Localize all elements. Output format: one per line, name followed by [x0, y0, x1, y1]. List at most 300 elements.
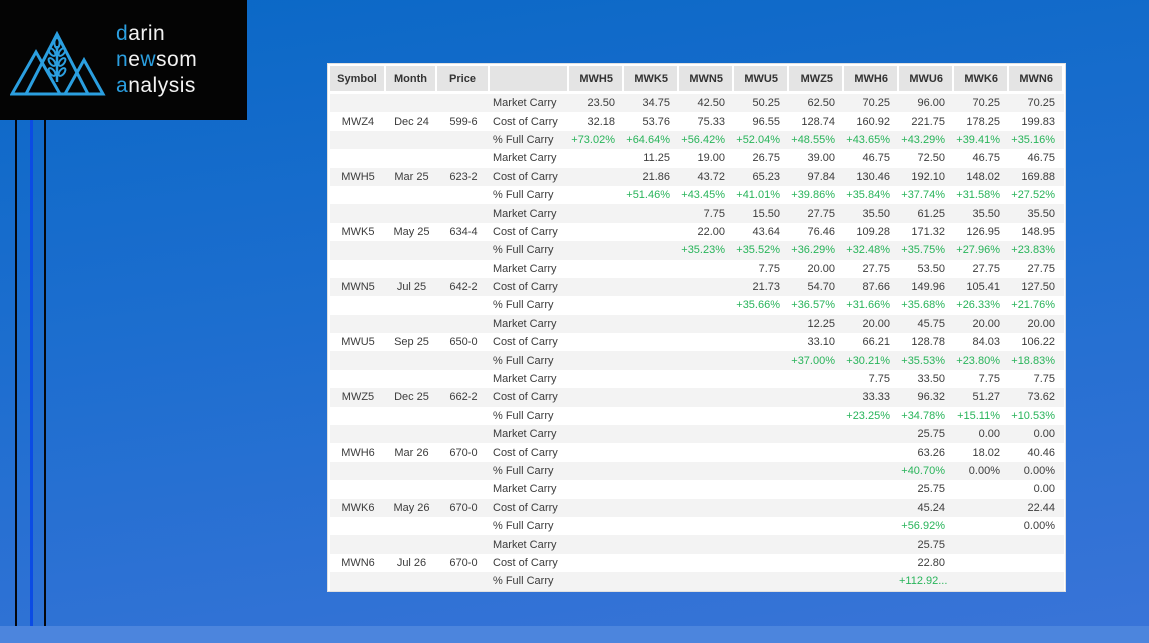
- month-cell: [386, 315, 437, 333]
- table-row: [330, 443, 1064, 461]
- value-cell: +112.92...: [899, 572, 954, 590]
- value-cell: [679, 370, 734, 388]
- value-cell: 148.95: [1009, 223, 1064, 241]
- value-cell: [624, 462, 679, 480]
- table-row: [330, 499, 1064, 517]
- month-cell: [386, 131, 437, 149]
- value-cell: [679, 462, 734, 480]
- price-cell: [437, 370, 490, 388]
- value-cell: +41.01%: [734, 186, 789, 204]
- value-cell: 199.83: [1009, 112, 1064, 130]
- price-cell: [437, 260, 490, 278]
- value-cell: [844, 425, 899, 443]
- value-cell: 33.10: [789, 333, 844, 351]
- value-cell: 33.50: [899, 370, 954, 388]
- value-cell: 53.50: [899, 260, 954, 278]
- value-cell: 35.50: [1009, 204, 1064, 222]
- value-cell: [734, 462, 789, 480]
- value-cell: [789, 535, 844, 553]
- table-row: [330, 535, 1064, 553]
- table-row: [330, 131, 1064, 149]
- value-cell: [789, 480, 844, 498]
- price-cell: [437, 351, 490, 369]
- value-cell: [569, 204, 624, 222]
- value-cell: [569, 443, 624, 461]
- row-label: Cost of Carry: [490, 333, 569, 351]
- value-cell: [624, 315, 679, 333]
- value-cell: [679, 480, 734, 498]
- table-row: [330, 260, 1064, 278]
- value-cell: 18.02: [954, 443, 1009, 461]
- value-cell: 148.02: [954, 168, 1009, 186]
- value-cell: 7.75: [844, 370, 899, 388]
- value-cell: [569, 278, 624, 296]
- value-cell: 11.25: [624, 149, 679, 167]
- value-cell: [789, 462, 844, 480]
- symbol-cell: [330, 370, 386, 388]
- column-header-month: Month: [386, 66, 437, 94]
- row-label: Cost of Carry: [490, 554, 569, 572]
- value-cell: 97.84: [789, 168, 844, 186]
- value-cell: [1009, 572, 1064, 590]
- value-cell: 75.33: [679, 112, 734, 130]
- price-cell: 650-0: [437, 333, 490, 351]
- carry-table: [330, 66, 1064, 591]
- symbol-cell: [330, 204, 386, 222]
- value-cell: 46.75: [954, 149, 1009, 167]
- price-cell: [437, 425, 490, 443]
- row-label: Market Carry: [490, 149, 569, 167]
- symbol-cell: MWN6: [330, 554, 386, 572]
- value-cell: 43.72: [679, 168, 734, 186]
- value-cell: 127.50: [1009, 278, 1064, 296]
- column-header-blank: [490, 66, 569, 94]
- table-row: [330, 112, 1064, 130]
- symbol-cell: [330, 131, 386, 149]
- table-row: [330, 370, 1064, 388]
- month-cell: [386, 260, 437, 278]
- value-cell: 21.73: [734, 278, 789, 296]
- value-cell: 43.64: [734, 223, 789, 241]
- value-cell: +26.33%: [954, 296, 1009, 314]
- value-cell: +56.42%: [679, 131, 734, 149]
- table-row: [330, 186, 1064, 204]
- value-cell: [569, 333, 624, 351]
- value-cell: 130.46: [844, 168, 899, 186]
- row-label: % Full Carry: [490, 296, 569, 314]
- price-cell: [437, 535, 490, 553]
- value-cell: 160.92: [844, 112, 899, 130]
- value-cell: 128.78: [899, 333, 954, 351]
- value-cell: +37.74%: [899, 186, 954, 204]
- value-cell: [734, 388, 789, 406]
- value-cell: 20.00: [1009, 315, 1064, 333]
- value-cell: 76.46: [789, 223, 844, 241]
- row-label: Cost of Carry: [490, 499, 569, 517]
- row-label: % Full Carry: [490, 351, 569, 369]
- value-cell: 21.86: [624, 168, 679, 186]
- value-cell: 27.75: [954, 260, 1009, 278]
- value-cell: [789, 443, 844, 461]
- month-cell: [386, 241, 437, 259]
- value-cell: 0.00%: [1009, 517, 1064, 535]
- price-cell: 599-6: [437, 112, 490, 130]
- value-cell: [569, 223, 624, 241]
- row-label: Cost of Carry: [490, 168, 569, 186]
- month-cell: [386, 94, 437, 112]
- row-label: Market Carry: [490, 370, 569, 388]
- value-cell: 62.50: [789, 94, 844, 112]
- value-cell: [679, 333, 734, 351]
- value-cell: 22.80: [899, 554, 954, 572]
- value-cell: +35.66%: [734, 296, 789, 314]
- value-cell: [569, 517, 624, 535]
- month-cell: [386, 296, 437, 314]
- month-cell: Sep 25: [386, 333, 437, 351]
- value-cell: 50.25: [734, 94, 789, 112]
- value-cell: 53.76: [624, 112, 679, 130]
- month-cell: Dec 25: [386, 388, 437, 406]
- value-cell: [569, 296, 624, 314]
- row-label: % Full Carry: [490, 131, 569, 149]
- value-cell: 25.75: [899, 535, 954, 553]
- value-cell: 7.75: [679, 204, 734, 222]
- value-cell: 70.25: [954, 94, 1009, 112]
- table-row: [330, 223, 1064, 241]
- row-label: % Full Carry: [490, 186, 569, 204]
- table-header: [330, 66, 1064, 94]
- value-cell: [789, 388, 844, 406]
- value-cell: [624, 296, 679, 314]
- value-cell: [569, 315, 624, 333]
- row-label: Market Carry: [490, 94, 569, 112]
- value-cell: 45.75: [899, 315, 954, 333]
- month-cell: May 26: [386, 499, 437, 517]
- value-cell: 0.00: [1009, 480, 1064, 498]
- value-cell: [679, 388, 734, 406]
- row-label: Market Carry: [490, 260, 569, 278]
- value-cell: [624, 333, 679, 351]
- value-cell: +36.29%: [789, 241, 844, 259]
- value-cell: +51.46%: [624, 186, 679, 204]
- value-cell: [1009, 535, 1064, 553]
- value-cell: 178.25: [954, 112, 1009, 130]
- row-label: Market Carry: [490, 535, 569, 553]
- value-cell: 35.50: [954, 204, 1009, 222]
- column-header-mwz5: MWZ5: [789, 66, 844, 94]
- row-label: Cost of Carry: [490, 112, 569, 130]
- month-cell: May 25: [386, 223, 437, 241]
- value-cell: [679, 296, 734, 314]
- value-cell: +35.75%: [899, 241, 954, 259]
- symbol-cell: MWK5: [330, 223, 386, 241]
- price-cell: 662-2: [437, 388, 490, 406]
- value-cell: [569, 370, 624, 388]
- value-cell: [789, 517, 844, 535]
- column-header-symbol: Symbol: [330, 66, 386, 94]
- value-cell: [734, 425, 789, 443]
- value-cell: 23.50: [569, 94, 624, 112]
- value-cell: [844, 535, 899, 553]
- value-cell: +43.65%: [844, 131, 899, 149]
- value-cell: 34.75: [624, 94, 679, 112]
- value-cell: 70.25: [1009, 94, 1064, 112]
- value-cell: [624, 535, 679, 553]
- symbol-cell: [330, 517, 386, 535]
- column-header-mwn6: MWN6: [1009, 66, 1064, 94]
- column-header-mwu5: MWU5: [734, 66, 789, 94]
- month-cell: [386, 480, 437, 498]
- table-row: [330, 554, 1064, 572]
- value-cell: [569, 351, 624, 369]
- value-cell: [679, 315, 734, 333]
- header-row: [330, 66, 1064, 94]
- value-cell: +21.76%: [1009, 296, 1064, 314]
- value-cell: [679, 517, 734, 535]
- table-row: [330, 351, 1064, 369]
- value-cell: [679, 351, 734, 369]
- symbol-cell: [330, 296, 386, 314]
- column-header-price: Price: [437, 66, 490, 94]
- value-cell: [734, 351, 789, 369]
- month-cell: [386, 186, 437, 204]
- value-cell: [679, 443, 734, 461]
- value-cell: [624, 554, 679, 572]
- value-cell: [954, 535, 1009, 553]
- price-cell: [437, 204, 490, 222]
- symbol-cell: [330, 94, 386, 112]
- month-cell: [386, 535, 437, 553]
- price-cell: 634-4: [437, 223, 490, 241]
- table-row: [330, 480, 1064, 498]
- value-cell: 171.32: [899, 223, 954, 241]
- price-cell: 670-0: [437, 443, 490, 461]
- month-cell: [386, 204, 437, 222]
- value-cell: +31.58%: [954, 186, 1009, 204]
- row-label: % Full Carry: [490, 241, 569, 259]
- column-header-mwk5: MWK5: [624, 66, 679, 94]
- value-cell: 109.28: [844, 223, 899, 241]
- value-cell: 20.00: [844, 315, 899, 333]
- row-label: Cost of Carry: [490, 388, 569, 406]
- value-cell: [789, 572, 844, 590]
- value-cell: [569, 554, 624, 572]
- value-cell: [734, 333, 789, 351]
- price-cell: [437, 480, 490, 498]
- table-row: [330, 149, 1064, 167]
- value-cell: 65.23: [734, 168, 789, 186]
- value-cell: [624, 480, 679, 498]
- value-cell: [734, 535, 789, 553]
- value-cell: +36.57%: [789, 296, 844, 314]
- value-cell: +30.21%: [844, 351, 899, 369]
- symbol-cell: [330, 186, 386, 204]
- value-cell: 73.62: [1009, 388, 1064, 406]
- month-cell: [386, 425, 437, 443]
- value-cell: 12.25: [789, 315, 844, 333]
- value-cell: 72.50: [899, 149, 954, 167]
- value-cell: +32.48%: [844, 241, 899, 259]
- value-cell: 105.41: [954, 278, 1009, 296]
- month-cell: [386, 517, 437, 535]
- value-cell: [624, 572, 679, 590]
- value-cell: [569, 168, 624, 186]
- value-cell: +35.53%: [899, 351, 954, 369]
- value-cell: [734, 554, 789, 572]
- value-cell: [569, 462, 624, 480]
- column-header-mwu6: MWU6: [899, 66, 954, 94]
- value-cell: [624, 425, 679, 443]
- value-cell: [954, 499, 1009, 517]
- symbol-cell: MWH5: [330, 168, 386, 186]
- value-cell: 96.00: [899, 94, 954, 112]
- price-cell: 670-0: [437, 499, 490, 517]
- month-cell: Dec 24: [386, 112, 437, 130]
- symbol-cell: [330, 425, 386, 443]
- value-cell: 22.00: [679, 223, 734, 241]
- column-header-mwn5: MWN5: [679, 66, 734, 94]
- value-cell: 20.00: [789, 260, 844, 278]
- symbol-cell: [330, 462, 386, 480]
- month-cell: Mar 25: [386, 168, 437, 186]
- value-cell: +18.83%: [1009, 351, 1064, 369]
- price-cell: [437, 94, 490, 112]
- price-cell: [437, 517, 490, 535]
- value-cell: 15.50: [734, 204, 789, 222]
- value-cell: [844, 554, 899, 572]
- value-cell: 22.44: [1009, 499, 1064, 517]
- value-cell: [624, 407, 679, 425]
- value-cell: [954, 480, 1009, 498]
- value-cell: [569, 241, 624, 259]
- symbol-cell: [330, 572, 386, 590]
- value-cell: [844, 480, 899, 498]
- value-cell: 46.75: [844, 149, 899, 167]
- symbol-cell: [330, 315, 386, 333]
- logo-word-newsom: newsom: [116, 48, 198, 71]
- table-row: [330, 241, 1064, 259]
- value-cell: +23.83%: [1009, 241, 1064, 259]
- value-cell: [844, 572, 899, 590]
- value-cell: 0.00: [1009, 425, 1064, 443]
- table-row: [330, 425, 1064, 443]
- month-cell: [386, 149, 437, 167]
- symbol-cell: MWZ4: [330, 112, 386, 130]
- value-cell: 0.00: [954, 425, 1009, 443]
- value-cell: [569, 260, 624, 278]
- value-cell: [569, 149, 624, 167]
- value-cell: 51.27: [954, 388, 1009, 406]
- table-body: [330, 94, 1064, 591]
- symbol-cell: MWU5: [330, 333, 386, 351]
- value-cell: [954, 572, 1009, 590]
- value-cell: 169.88: [1009, 168, 1064, 186]
- value-cell: +35.16%: [1009, 131, 1064, 149]
- value-cell: [569, 480, 624, 498]
- value-cell: +39.86%: [789, 186, 844, 204]
- price-cell: [437, 296, 490, 314]
- table-row: [330, 462, 1064, 480]
- value-cell: [624, 517, 679, 535]
- value-cell: 27.75: [1009, 260, 1064, 278]
- row-label: Market Carry: [490, 204, 569, 222]
- month-cell: Jul 26: [386, 554, 437, 572]
- value-cell: +73.02%: [569, 131, 624, 149]
- value-cell: +23.80%: [954, 351, 1009, 369]
- value-cell: 25.75: [899, 480, 954, 498]
- carry-table-card: [327, 63, 1066, 592]
- row-label: Market Carry: [490, 425, 569, 443]
- logo-word-darin: darin: [116, 22, 166, 45]
- table-row: [330, 296, 1064, 314]
- value-cell: +27.96%: [954, 241, 1009, 259]
- symbol-cell: MWZ5: [330, 388, 386, 406]
- column-header-mwk6: MWK6: [954, 66, 1009, 94]
- value-cell: [569, 186, 624, 204]
- value-cell: +15.11%: [954, 407, 1009, 425]
- value-cell: 27.75: [844, 260, 899, 278]
- table-row: [330, 333, 1064, 351]
- value-cell: [624, 204, 679, 222]
- row-label: Market Carry: [490, 480, 569, 498]
- row-label: Cost of Carry: [490, 443, 569, 461]
- price-cell: [437, 407, 490, 425]
- value-cell: 32.18: [569, 112, 624, 130]
- price-cell: [437, 315, 490, 333]
- value-cell: 0.00%: [954, 462, 1009, 480]
- value-cell: [624, 499, 679, 517]
- month-cell: [386, 572, 437, 590]
- month-cell: [386, 407, 437, 425]
- symbol-cell: MWN5: [330, 278, 386, 296]
- value-cell: [734, 370, 789, 388]
- price-cell: [437, 149, 490, 167]
- value-cell: [569, 388, 624, 406]
- symbol-cell: MWH6: [330, 443, 386, 461]
- value-cell: [624, 443, 679, 461]
- value-cell: [679, 278, 734, 296]
- value-cell: +35.84%: [844, 186, 899, 204]
- value-cell: 42.50: [679, 94, 734, 112]
- month-cell: [386, 351, 437, 369]
- price-cell: [437, 131, 490, 149]
- value-cell: [789, 554, 844, 572]
- value-cell: [624, 370, 679, 388]
- row-label: Cost of Carry: [490, 278, 569, 296]
- row-label: % Full Carry: [490, 407, 569, 425]
- value-cell: 96.32: [899, 388, 954, 406]
- value-cell: 7.75: [734, 260, 789, 278]
- value-cell: 26.75: [734, 149, 789, 167]
- value-cell: +27.52%: [1009, 186, 1064, 204]
- month-cell: [386, 370, 437, 388]
- symbol-cell: [330, 535, 386, 553]
- value-cell: 19.00: [679, 149, 734, 167]
- row-label: % Full Carry: [490, 572, 569, 590]
- value-cell: [954, 517, 1009, 535]
- value-cell: +39.41%: [954, 131, 1009, 149]
- value-cell: 126.95: [954, 223, 1009, 241]
- value-cell: 128.74: [789, 112, 844, 130]
- value-cell: +43.29%: [899, 131, 954, 149]
- column-header-mwh6: MWH6: [844, 66, 899, 94]
- symbol-cell: [330, 351, 386, 369]
- price-cell: [437, 186, 490, 204]
- value-cell: [954, 554, 1009, 572]
- table-row: [330, 94, 1064, 112]
- value-cell: [624, 388, 679, 406]
- value-cell: [734, 572, 789, 590]
